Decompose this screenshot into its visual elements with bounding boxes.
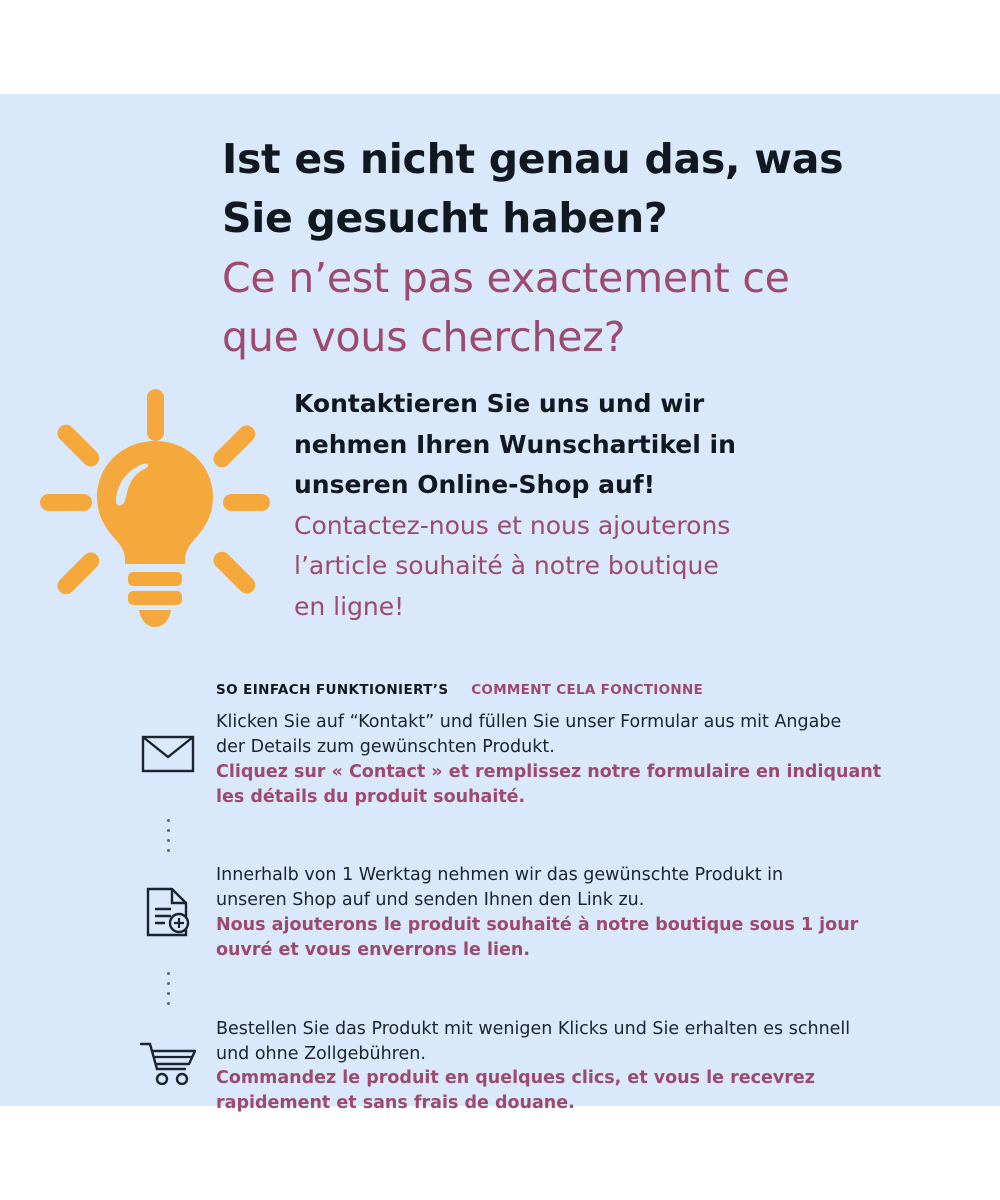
subheadline-block: [294, 384, 914, 627]
headline-de-line1: Ist es nicht genau das, was: [222, 135, 844, 183]
lightbulb-icon: [40, 389, 270, 629]
subheadline-de-line2: nehmen Ihren Wunschartikel in: [294, 429, 736, 459]
step-de-line1: Bestellen Sie das Produkt mit wenigen Klicks und Sie erhalten es schnell: [216, 1018, 851, 1039]
dotted-connector: [120, 963, 216, 1015]
step-de-line2: und ohne Zollgebühren.: [216, 1043, 426, 1064]
step-de-line2: der Details zum gewünschten Produkt.: [216, 736, 555, 757]
step-text: [216, 861, 930, 962]
steps-list: [120, 708, 930, 1116]
step-text: [216, 1015, 930, 1116]
subheadline-de-line3: unseren Online-Shop auf!: [294, 470, 656, 499]
subheadline-fr-line3: en ligne!: [294, 591, 405, 621]
headline-fr-line1: Ce n’est pas exactement ce: [222, 253, 790, 302]
shopping-cart-icon: [120, 1015, 216, 1085]
headline-block: [222, 130, 922, 368]
headline-de-line2: Sie gesucht haben?: [222, 194, 668, 243]
step-text: [216, 708, 930, 809]
steps-header-fr: COMMENT CELA FONCTIONNE: [471, 682, 704, 698]
document-add-icon: [120, 861, 216, 937]
dotted-connector: [120, 809, 216, 861]
step-de-line1: Innerhalb von 1 Werktag nehmen wir das gewünschte Produkt in: [216, 865, 784, 886]
step-fr-line1: Cliquez sur « Contact » et remplissez notre formulaire en indiquant: [216, 761, 882, 782]
steps-header-de: SO EINFACH FUNKTIONIERT’S: [216, 682, 449, 698]
subheadline-de-line1: Kontaktieren Sie uns und wir: [294, 389, 705, 418]
list-item: [120, 1015, 930, 1116]
subheadline-fr-line1: Contactez-nous et nous ajouterons: [294, 510, 731, 540]
step-fr-line1: Commandez le produit en quelques clics, et vous le recevrez: [216, 1068, 815, 1089]
subheadline-fr-line2: l’article souhaité à notre boutique: [294, 551, 719, 580]
step-de-line1: Klicken Sie auf “Kontakt” und füllen Sie unser Formular aus mit Angabe: [216, 712, 842, 732]
envelope-icon: [120, 708, 216, 774]
step-de-line2: unseren Shop auf und senden Ihnen den Link zu.: [216, 890, 645, 911]
promo-banner: [0, 94, 1000, 1114]
step-fr-line2: rapidement et sans frais de douane.: [216, 1093, 575, 1114]
list-item: [120, 861, 930, 962]
step-fr-line2: les détails du produit souhaité.: [216, 786, 526, 807]
step-fr-line1: Nous ajouterons le produit souhaité à notre boutique sous 1 jour: [216, 915, 859, 936]
step-fr-line2: ouvré et vous enverrons le lien.: [216, 939, 530, 960]
steps-header: [216, 682, 703, 698]
headline-fr-line2: que vous cherchez?: [222, 313, 626, 362]
list-item: [120, 708, 930, 809]
